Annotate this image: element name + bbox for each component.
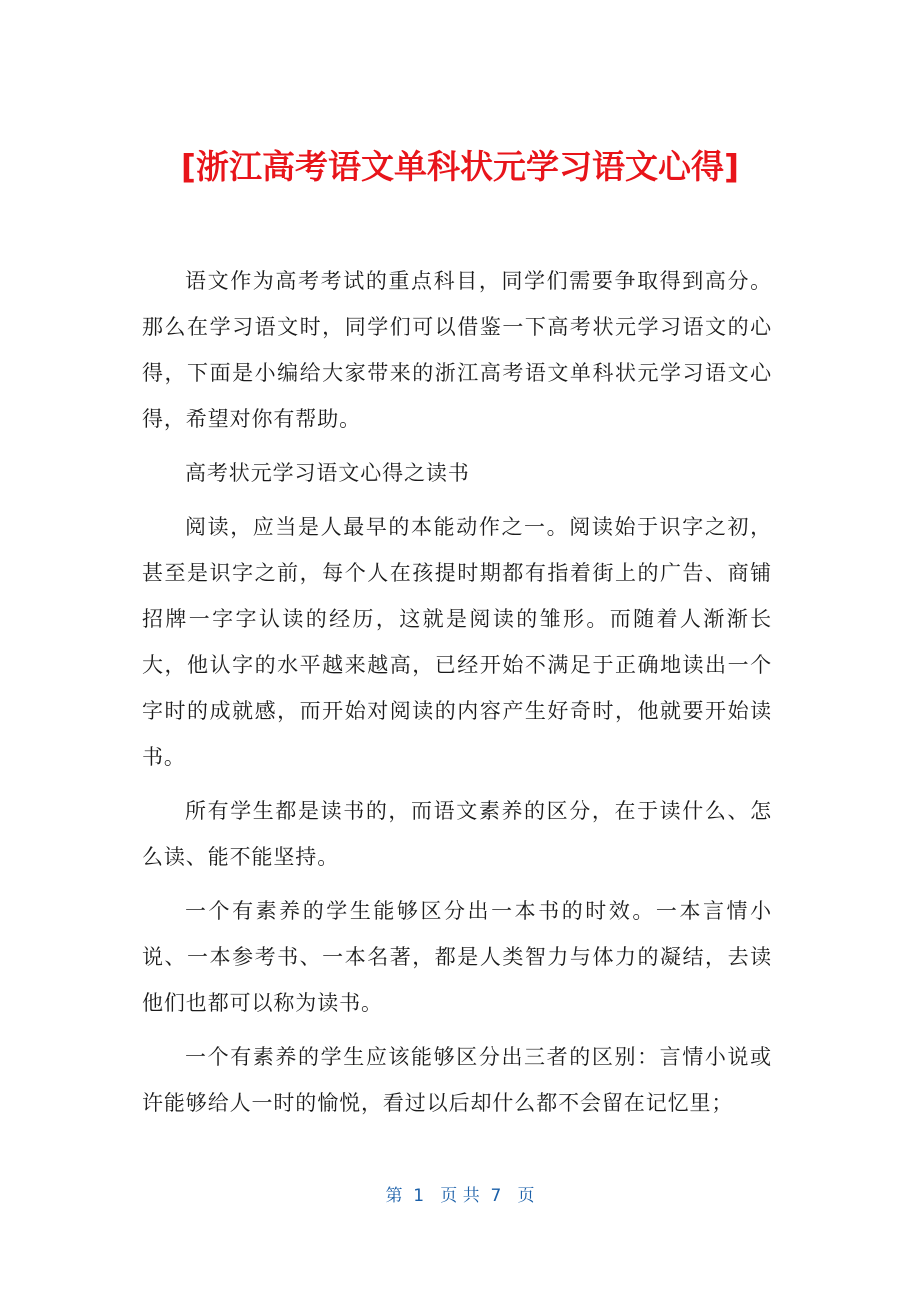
paragraph-difference: 一个有素养的学生应该能够区分出三者的区别：言情小说或许能够给人一时的愉悦，看过以后却什么都不会留在记忆里； [142,1045,772,1115]
paragraph-reading: 阅读，应当是人最早的本能动作之一。阅读始于识字之初，甚至是识字之前，每个人在孩提时期都有指着街上的广告、商铺招牌一字字认读的经历，这就是阅读的雏形。而随着人渐渐长大，他认字的水平越来越高，已经开始不满足于正确地读出一个字时的成就感，而开始对阅读的内容产生好奇时，他就要开始读书。 [142,515,772,769]
section-heading: 高考状元学习语文心得之读书 [185,461,470,485]
document-body [142,258,772,1126]
paragraph-intro: 语文作为高考考试的重点科目，同学们需要争取得到高分。那么在学习语文时，同学们可以借鉴一下高考状元学习语文的心得，下面是小编给大家带来的浙江高考语文单科状元学习语文心得，希望对你有帮助。 [142,269,772,431]
paragraph-timeliness: 一个有素养的学生能够区分出一本书的时效。一本言情小说、一本参考书、一本名著，都是人类智力与体力的凝结，去读他们也都可以称为读书。 [142,899,772,1015]
page-title: [浙江高考语文单科状元学习语文心得] [180,147,740,186]
page-footer: 第 1 页 共 7 页 [385,1186,535,1206]
paragraph-students: 所有学生都是读书的，而语文素养的区分，在于读什么、怎么读、能不能坚持。 [142,799,772,869]
